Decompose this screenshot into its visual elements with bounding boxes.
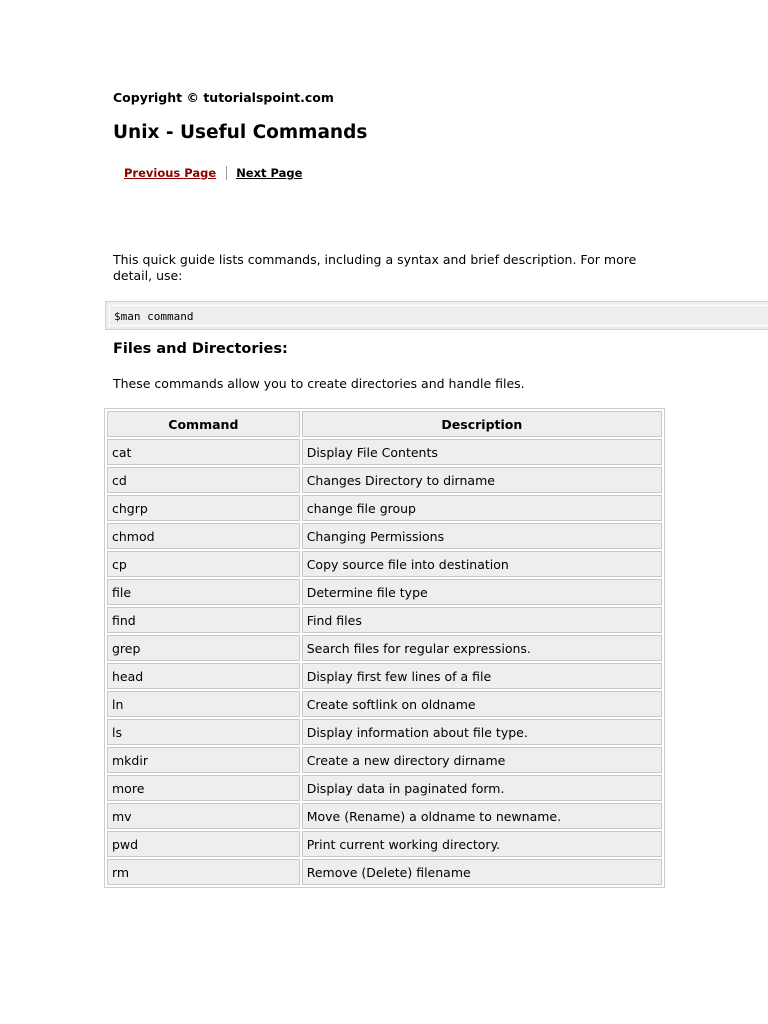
description-cell: Create softlink on oldname: [302, 691, 662, 717]
description-cell: Remove (Delete) filename: [302, 859, 662, 885]
table-row: [107, 691, 662, 717]
command-cell: cat: [107, 439, 300, 465]
column-header-description: Description: [302, 411, 662, 437]
command-cell: head: [107, 663, 300, 689]
table-row: [107, 607, 662, 633]
table-row: [107, 523, 662, 549]
table-row: [107, 803, 662, 829]
table-row: [107, 719, 662, 745]
description-cell: Find files: [302, 607, 662, 633]
command-cell: cd: [107, 467, 300, 493]
column-header-command: Command: [107, 411, 300, 437]
table-header-row: [107, 411, 662, 437]
description-cell: Determine file type: [302, 579, 662, 605]
description-cell: Display first few lines of a file: [302, 663, 662, 689]
code-block-inner: [109, 305, 768, 326]
description-cell: Changes Directory to dirname: [302, 467, 662, 493]
nav-divider: [226, 166, 227, 180]
table-row: [107, 635, 662, 661]
description-cell: Move (Rename) a oldname to newname.: [302, 803, 662, 829]
table-row: [107, 775, 662, 801]
section-heading: Files and Directories:: [113, 341, 288, 357]
command-cell: chgrp: [107, 495, 300, 521]
table-row: [107, 663, 662, 689]
command-cell: ln: [107, 691, 300, 717]
description-cell: Search files for regular expressions.: [302, 635, 662, 661]
description-cell: Print current working directory.: [302, 831, 662, 857]
command-cell: file: [107, 579, 300, 605]
description-cell: Copy source file into destination: [302, 551, 662, 577]
code-text: $man command: [114, 310, 194, 323]
page-title: Unix - Useful Commands: [113, 122, 368, 143]
description-cell: Changing Permissions: [302, 523, 662, 549]
table-row: [107, 551, 662, 577]
description-cell: change file group: [302, 495, 662, 521]
table-row: [107, 859, 662, 885]
code-block: [105, 301, 768, 330]
command-cell: cp: [107, 551, 300, 577]
table-row: [107, 579, 662, 605]
command-cell: find: [107, 607, 300, 633]
command-cell: grep: [107, 635, 300, 661]
commands-table: [104, 408, 665, 888]
intro-paragraph: This quick guide lists commands, including a syntax and brief description. For more detail, use:: [113, 252, 637, 283]
table-row: [107, 495, 662, 521]
description-cell: Display data in paginated form.: [302, 775, 662, 801]
command-cell: mv: [107, 803, 300, 829]
previous-page-link[interactable]: Previous Page: [124, 166, 217, 180]
table-row: [107, 439, 662, 465]
description-cell: Display File Contents: [302, 439, 662, 465]
table-body: [107, 439, 662, 885]
next-page-link[interactable]: Next Page: [236, 166, 303, 180]
command-cell: chmod: [107, 523, 300, 549]
copyright-text: Copyright © tutorialspoint.com: [113, 90, 334, 105]
description-cell: Display information about file type.: [302, 719, 662, 745]
table-row: [107, 831, 662, 857]
command-cell: pwd: [107, 831, 300, 857]
description-cell: Create a new directory dirname: [302, 747, 662, 773]
table-row: [107, 467, 662, 493]
page-navigation: [124, 166, 302, 180]
table-row: [107, 747, 662, 773]
command-cell: rm: [107, 859, 300, 885]
command-cell: mkdir: [107, 747, 300, 773]
command-cell: ls: [107, 719, 300, 745]
section-intro: These commands allow you to create directories and handle files.: [113, 376, 525, 391]
command-cell: more: [107, 775, 300, 801]
